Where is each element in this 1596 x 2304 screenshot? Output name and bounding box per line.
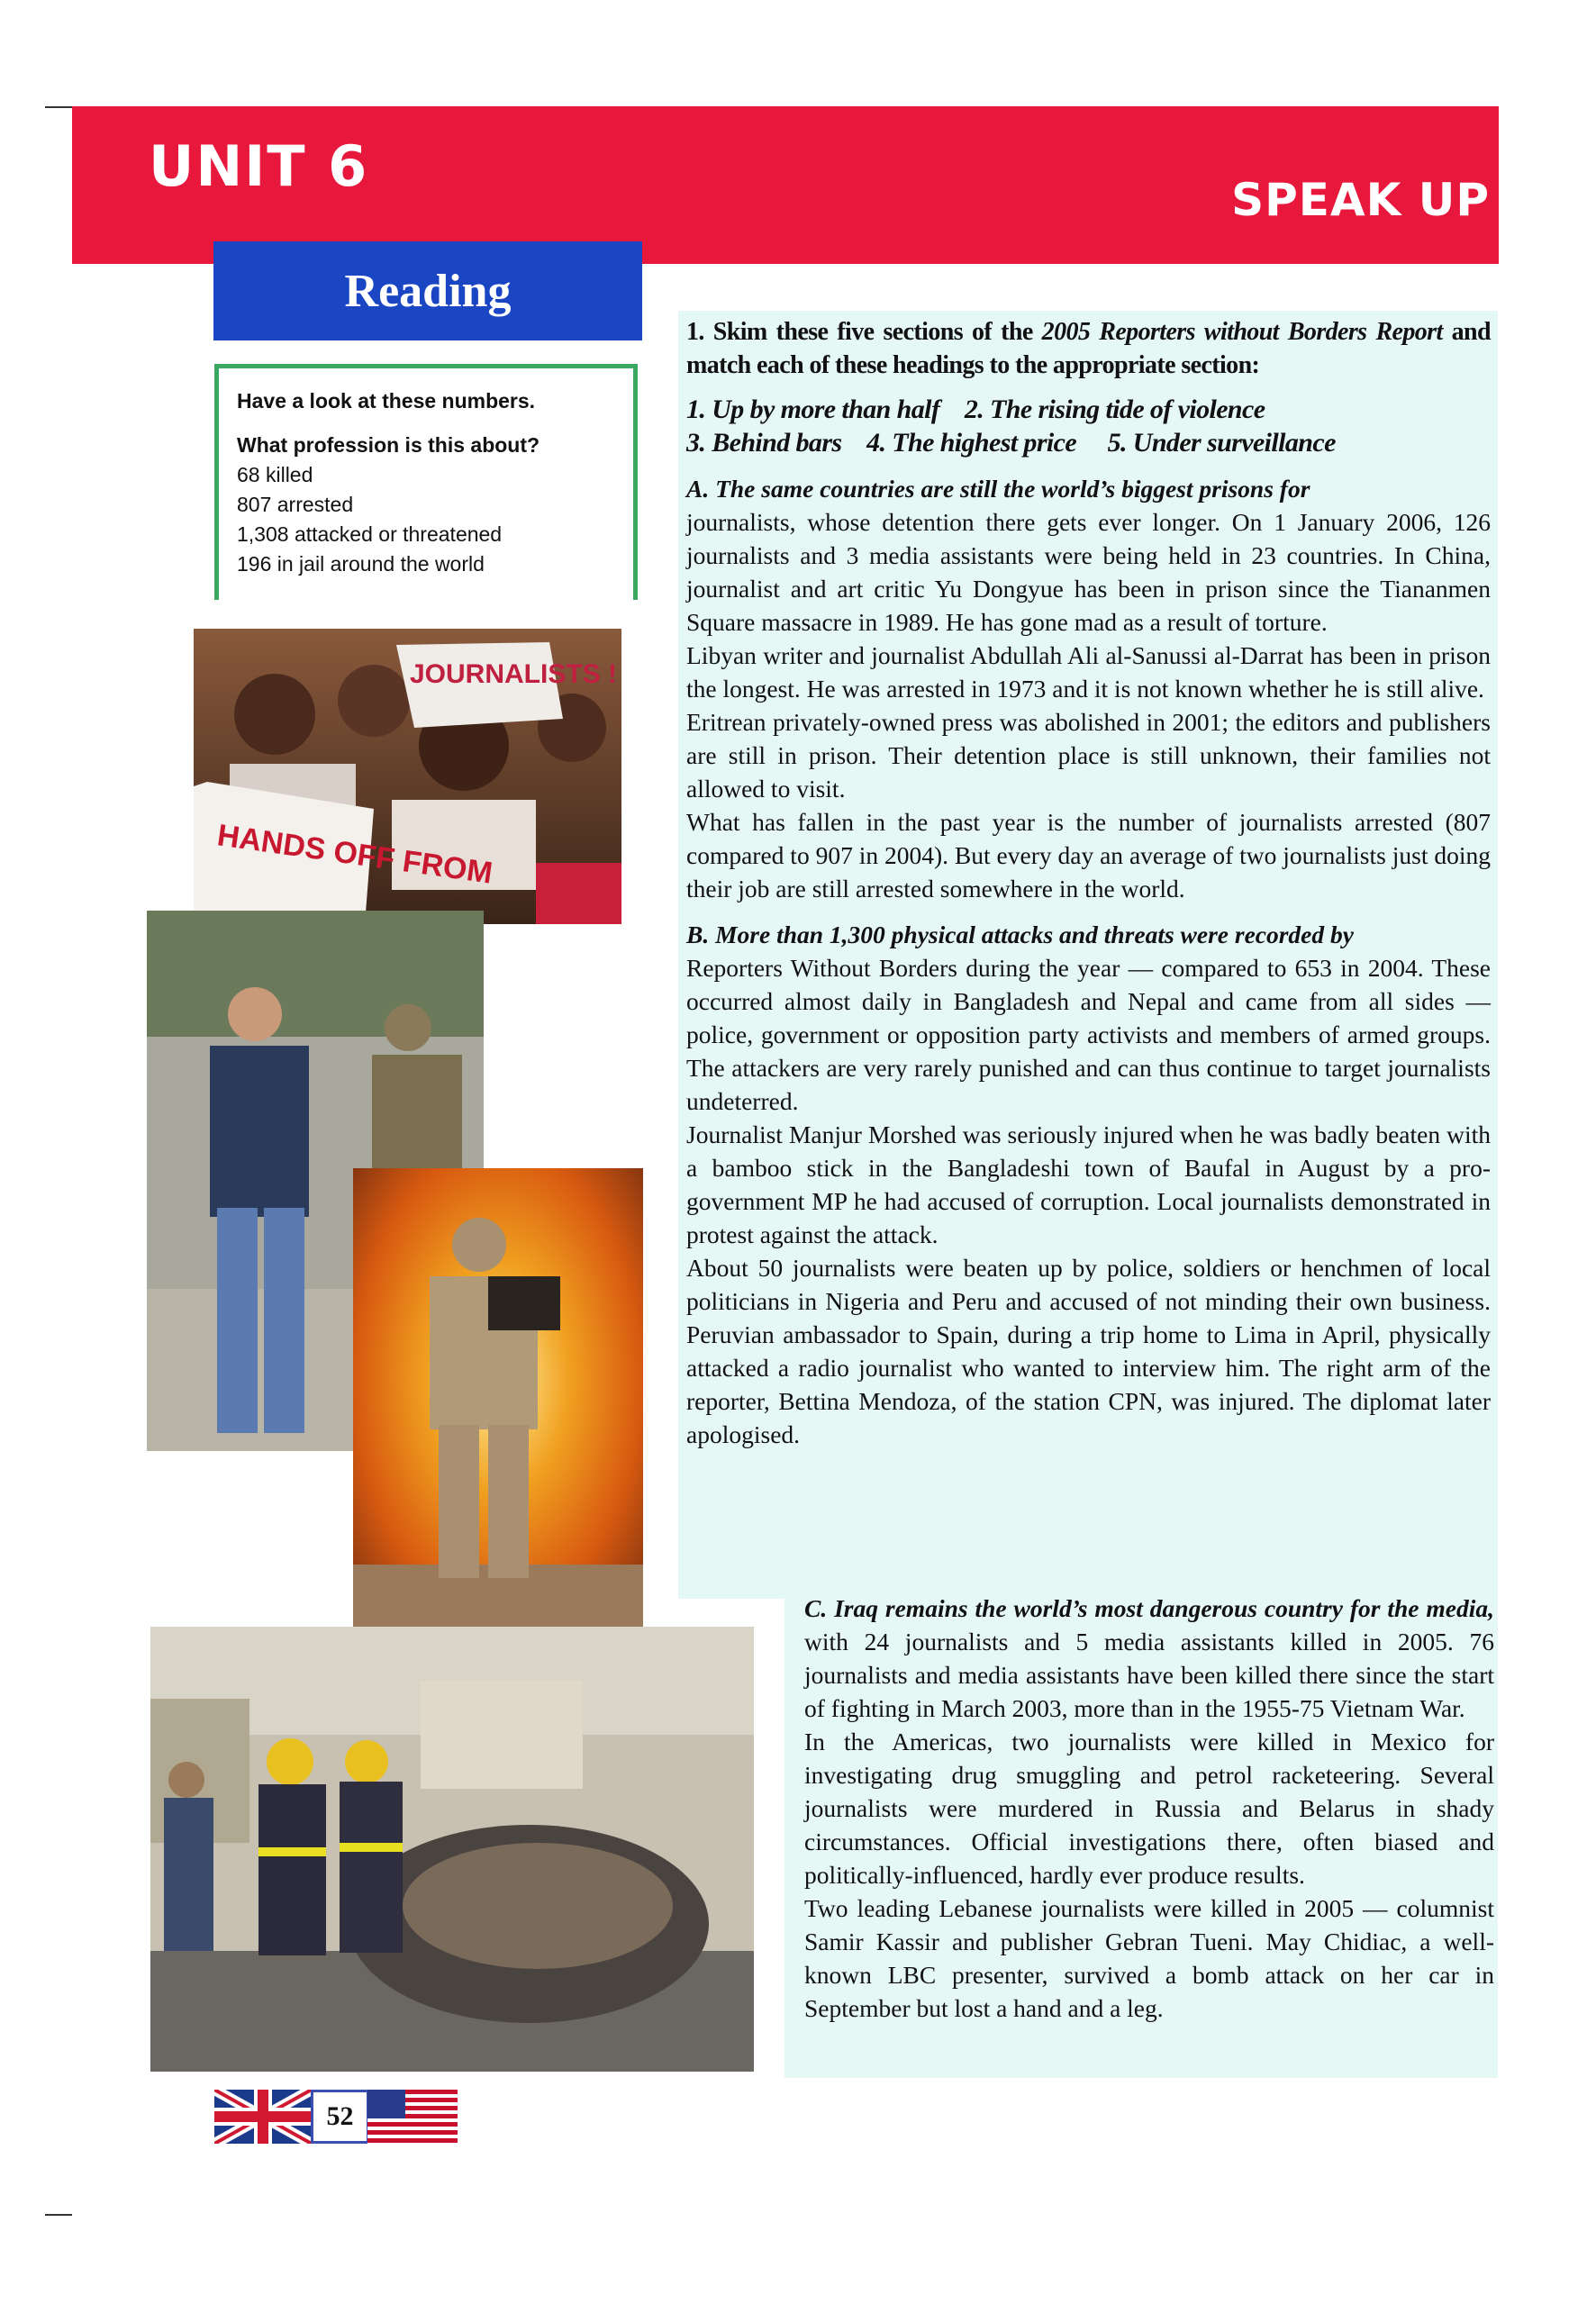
task-instruction: 1. Skim these five sections of the 2005 Reporters without Borders Report and match each of these headings to the appropriate section: (686, 318, 1491, 379)
section-c-lead: C. Iraq remains the world’s most dangerous country for the media, (804, 1594, 1494, 1622)
headings-list (686, 393, 1491, 459)
cameraman-fire-photo (353, 1168, 643, 1635)
unit-title: UNIT 6 (149, 133, 369, 199)
reading-text-section-c (804, 1592, 1494, 2025)
section-title: SPEAK UP (1231, 174, 1490, 226)
headings-line-1: 1. Up by more than half 2. The rising tide of violence (686, 395, 1265, 424)
numbers-question: What profession is this about? (237, 433, 540, 457)
section-a-lead: A. The same countries are still the world’s biggest prisons for (686, 475, 1310, 503)
section-c-paragraph: In the Americas, two journalists were killed in Mexico for investigating drug smuggling and petrol racketeering. Several journalists were murdered in Russia and Belarus in shady circumstances. Official investigations there, often biased and politically-influenced, hardly ever produce results. (804, 1728, 1494, 1889)
section-a-paragraph: journalists, whose detention there gets ever longer. On 1 January 2006, 126 journalists and 3 media assistants were being held in 23 countries. In China, journalist and art critic Yu Dongyue has been in prison since the Tiananmen Square massacre in 1989. He has gone mad as a result of torture. (686, 508, 1491, 636)
numbers-line: 1,308 attacked or threatened (237, 522, 503, 546)
numbers-intro: Have a look at these numbers. (237, 389, 536, 413)
page-number: 52 (311, 2090, 369, 2144)
section-c-paragraph: C. Iraq remains the world’s most dangerous country for the media, with 24 journalists and 5 media assistants killed in 2005. 76 journalists and media assistants have been killed there since the start of fighting in March 2003, more than in the 1955-75 Vietnam War. (804, 1594, 1494, 1722)
reading-text-main (686, 315, 1491, 1451)
section-b-lead: B. More than 1,300 physical attacks and threats were recorded by (686, 921, 1354, 948)
section-b-paragraph: Reporters Without Borders during the year — compared to 653 in 2004. These occurred almost daily in Bangladesh and Nepal and came from all sides — police, government or opposition party activists and members of armed groups. The attackers are very rarely punished and can thus continue to target journalists undeterred. (686, 954, 1491, 1115)
numbers-box (214, 364, 638, 600)
protest-photo (194, 629, 621, 924)
firefighters-car-photo (150, 1627, 754, 2072)
section-a-paragraph: Libyan writer and journalist Abdullah Ali al-Sanussi al-Darrat has been in prison the longest. He was arrested in 1973 and it is not known whether he is still alive. (686, 641, 1491, 703)
section-a-paragraph: What has fallen in the past year is the number of journalists arrested (807 compared to 907 in 2004). But every day an average of two journalists just doing their job are still arrested somewhere in the world. (686, 808, 1491, 903)
protest-sign-text: JOURNALISTS ! (410, 659, 618, 689)
uk-flag-icon (214, 2090, 312, 2148)
numbers-line: 807 arrested (237, 493, 354, 516)
us-flag-icon (367, 2090, 458, 2148)
section-b-paragraph: Journalist Manjur Morshed was seriously injured when he was badly beaten with a bamboo stick in the Bangladeshi town of Baufal in August by a pro-government MP he had accused of corruption. Local journalists demonstrated in protest against the attack. (686, 1120, 1491, 1248)
reading-tab: Reading (213, 241, 642, 340)
numbers-line: 68 killed (237, 463, 313, 486)
protest-sign2-text: HANDS OFF FROM (214, 818, 495, 891)
header-banner (72, 106, 1499, 264)
section-c-paragraph: Two leading Lebanese journalists were killed in 2005 — columnist Samir Kassir and publisher Gebran Tueni. May Chidiac, a well-known LBC presenter, survived a bomb attack on her car in September but lost a hand and a leg. (804, 1894, 1494, 2022)
crop-mark-top (45, 106, 72, 108)
crop-mark-bottom (45, 2214, 72, 2216)
section-b-paragraph: About 50 journalists were beaten up by police, soldiers or henchmen of local politicians in Nigeria and Peru and accused of not minding their own business. Peruvian ambassador to Spain, during a trip home to Lima in April, physically attacked a radio journalist who wanted to interview him. The right arm of the reporter, Bettina Mendoza, of the station CPN, was injured. The diplomat later apologised. (686, 1254, 1491, 1448)
numbers-line: 196 in jail around the world (237, 552, 485, 576)
headings-line-2: 3. Behind bars 4. The highest price 5. Under surveillance (686, 428, 1336, 458)
section-a-paragraph: Eritrean privately-owned press was abolished in 2001; the editors and publishers are still in prison. Their detention place is still unknown, their families not allowed to visit. (686, 708, 1491, 803)
